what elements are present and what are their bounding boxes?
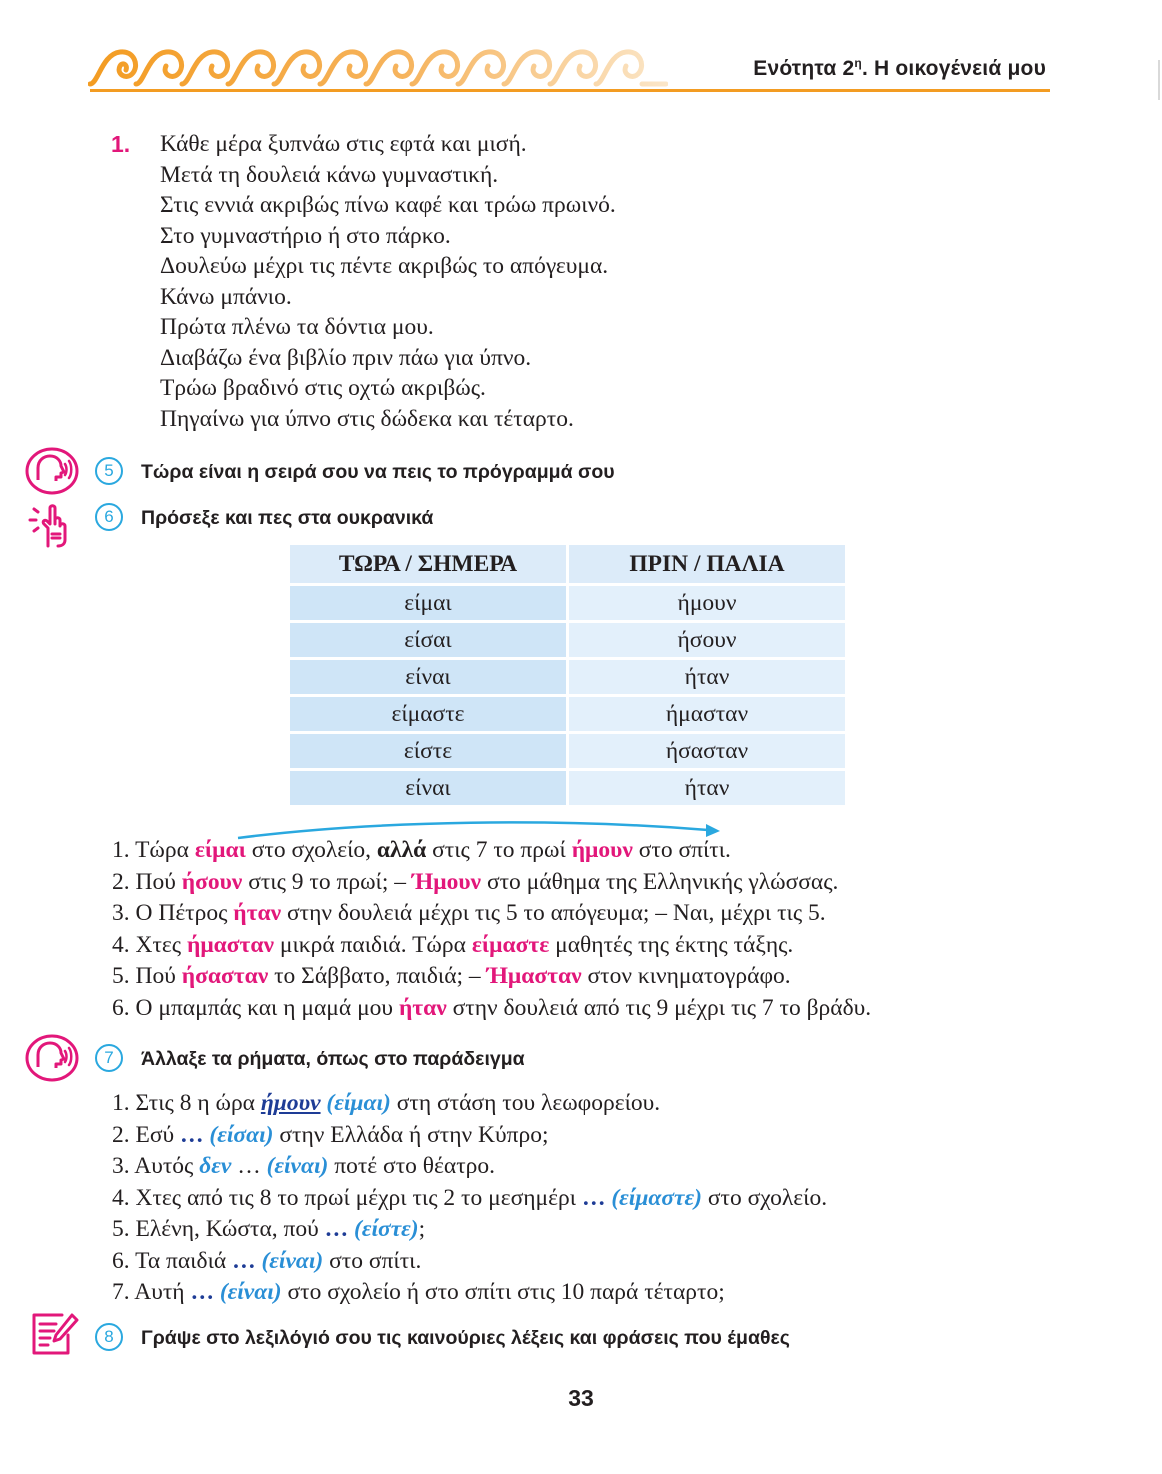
- sentence-text: στο σπίτι.: [323, 1247, 422, 1274]
- table-row: [290, 694, 845, 731]
- sentence-text: στη στάση του λεωφορείου.: [390, 1090, 661, 1116]
- past-form: ήταν: [569, 657, 845, 694]
- sentence-text: Αυτός: [134, 1153, 200, 1179]
- item-number: 5.: [112, 963, 136, 989]
- exercise-7-item: [112, 1120, 827, 1152]
- sentence-text: στις 9 το πρωί; –: [242, 868, 412, 895]
- past-form: ήσασταν: [569, 731, 845, 768]
- highlighted-word: Ήμασταν: [486, 963, 582, 989]
- highlighted-word: (είστε): [354, 1216, 419, 1242]
- schedule-line: Στο γυμναστήριο ή στο πάρκο.: [160, 222, 451, 249]
- highlighted-word: (είμαστε): [611, 1184, 702, 1211]
- sentence-text: στο σχολείο.: [701, 1184, 828, 1211]
- past-form: ήμουν: [569, 583, 845, 620]
- table-row: [290, 583, 845, 620]
- sentence-text: στην δουλειά μέχρι τις 5 το απόγευμα; – Ναι, μέχρι τις 5.: [281, 900, 826, 926]
- present-form: είμαστε: [290, 694, 569, 731]
- examples-list: [112, 835, 871, 1024]
- highlighted-word: …: [180, 1121, 204, 1148]
- table-header-before: ΠΡΙΝ / ΠΑΛΙΑ: [569, 545, 845, 583]
- item-number: 4.: [112, 1184, 136, 1211]
- schedule-line: Πρώτα πλένω τα δόντια μου.: [160, 314, 434, 340]
- item-number: 5.: [112, 1216, 136, 1242]
- speaking-icon: [24, 446, 80, 496]
- exercise-8-number: 8: [95, 1323, 123, 1351]
- highlighted-word: ήσασταν: [181, 963, 269, 989]
- attention-hand-icon: [26, 500, 76, 550]
- speaking-icon: [24, 1033, 80, 1083]
- exercise-5-number: 5: [95, 457, 123, 485]
- sentence-text: στο σχολείο,: [245, 837, 377, 863]
- page-number: 33: [568, 1385, 594, 1411]
- highlighted-word: ήταν: [398, 994, 447, 1021]
- item-number: 4.: [112, 931, 136, 958]
- item-number: 2.: [112, 1121, 136, 1148]
- writing-icon: [28, 1309, 80, 1357]
- highlighted-word: …: [324, 1216, 349, 1242]
- sentence-text: στο μάθημα της Ελληνικής γλώσσας.: [481, 868, 839, 895]
- exercise-5-title: Τώρα είναι η σειρά σου να πεις το πρόγραμμά σου: [141, 461, 615, 483]
- item-number: 1.: [112, 1090, 136, 1116]
- sentence-text: Στις 8 η ώρα: [135, 1090, 261, 1116]
- present-form: είναι: [290, 768, 569, 805]
- exercise-7-item: [112, 1277, 827, 1309]
- past-form: ήταν: [569, 768, 845, 805]
- exercise-7-title: Άλλαξε τα ρήματα, όπως στο παράδειγμα: [141, 1048, 525, 1070]
- page-edge-mark: [1158, 60, 1160, 100]
- highlighted-word: (είμαι): [326, 1090, 391, 1116]
- highlighted-word: ήσουν: [181, 868, 243, 895]
- item-number: 3.: [112, 900, 136, 926]
- highlighted-word: ήμουν: [260, 1090, 321, 1116]
- schedule-line: Στις εννιά ακριβώς πίνω καφέ και τρώω πρωινό.: [160, 192, 616, 218]
- highlighted-word: …: [581, 1184, 606, 1211]
- schedule-text: [160, 129, 616, 434]
- sentence-text: ;: [418, 1216, 426, 1242]
- table-row: [290, 731, 845, 768]
- sentence-text: Ο Πέτρος: [135, 900, 234, 926]
- sentence-text: Χτες: [135, 931, 187, 958]
- highlighted-word: Ήμουν: [411, 868, 482, 895]
- table-header-now: ΤΩΡΑ / ΣΗΜΕΡΑ: [290, 545, 569, 583]
- exercise-8-title: Γράψε στο λεξιλόγιό σου τις καινούριες λέξεις και φράσεις που έμαθες: [141, 1327, 790, 1349]
- greek-wave-ornament: [88, 44, 668, 90]
- schedule-line: Κάθε μέρα ξυπνάω στις εφτά και μισή.: [160, 131, 527, 157]
- example-sentence: [112, 898, 871, 930]
- example-sentence: [112, 930, 871, 962]
- highlighted-word: είμαι: [194, 837, 246, 863]
- sentence-text: Πού: [135, 868, 182, 895]
- highlighted-word: (είναι): [266, 1153, 329, 1179]
- exercise-7-item: [112, 1183, 827, 1215]
- example-sentence: [112, 993, 871, 1025]
- sentence-text: το Σάββατο, παιδιά; –: [268, 963, 487, 989]
- sentence-text: Τα παιδιά: [135, 1247, 233, 1274]
- exercise-6-number: 6: [95, 503, 123, 531]
- sentence-text: Ελένη, Κώστα, πού: [135, 1216, 325, 1242]
- sentence-text: Ο μπαμπάς και η μαμά μου: [135, 994, 399, 1021]
- sentence-text: ποτέ στο θέατρο.: [328, 1153, 495, 1179]
- highlighted-word: …: [232, 1247, 256, 1274]
- schedule-line: Διαβάζω ένα βιβλίο πριν πάω για ύπνο.: [160, 344, 532, 371]
- example-sentence: [112, 835, 871, 867]
- highlighted-word: (είναι): [219, 1279, 282, 1305]
- sentence-text: Αυτή: [134, 1279, 191, 1305]
- present-form: είναι: [290, 657, 569, 694]
- sentence-text: Τώρα: [135, 837, 195, 863]
- sentence-text: μαθητές της έκτης τάξης.: [549, 931, 794, 958]
- item-number: 6.: [112, 994, 136, 1021]
- header-rule: [90, 89, 1050, 92]
- highlighted-word: …: [190, 1279, 214, 1305]
- schedule-line: Πηγαίνω για ύπνο στις δώδεκα και τέταρτο.: [160, 405, 574, 432]
- exercise-7-item: [112, 1246, 827, 1278]
- sentence-text: μικρά παιδιά. Τώρα: [273, 931, 472, 958]
- unit-title: Ενότητα $2^\eta$. Η οικογένειά μου: [753, 56, 1046, 80]
- table-row: [290, 657, 845, 694]
- present-form: είσαι: [290, 620, 569, 657]
- schedule-line: Κάνω μπάνιο.: [160, 283, 292, 310]
- item-number: 6.: [112, 1247, 136, 1274]
- item-number: 3.: [112, 1153, 135, 1179]
- sentence-text: στο σχολείο ή στο σπίτι στις 10 παρά τέταρτο;: [281, 1279, 725, 1305]
- item-number: 2.: [112, 868, 136, 895]
- past-form: ήμασταν: [569, 694, 845, 731]
- exercise-7-list: [112, 1088, 827, 1309]
- table-row: [290, 620, 845, 657]
- schedule-line: Μετά τη δουλειά κάνω γυμναστική.: [160, 161, 499, 188]
- highlighted-word: αλλά: [376, 837, 427, 863]
- sentence-text: στην δουλειά από τις 9 μέχρι τις 7 το βράδυ.: [446, 994, 872, 1021]
- table-row: [290, 768, 845, 805]
- highlighted-word: είμαστε: [471, 931, 550, 958]
- exercise-7-item: [112, 1214, 827, 1246]
- highlighted-word: (είσαι): [209, 1121, 274, 1148]
- sentence-text: Πού: [135, 963, 182, 989]
- exercise-7-item: [112, 1088, 827, 1120]
- example-sentence: [112, 867, 871, 899]
- highlighted-word: ήταν: [233, 900, 282, 926]
- verb-conjugation-table: [290, 545, 845, 805]
- highlighted-word: ήμασταν: [186, 931, 274, 958]
- item-number: 1.: [112, 837, 136, 863]
- sentence-text: στο σπίτι.: [632, 837, 731, 863]
- highlighted-word: δεν: [199, 1153, 232, 1179]
- sentence-text: στην Ελλάδα ή στην Κύπρο;: [273, 1121, 549, 1148]
- past-form: ήσουν: [569, 620, 845, 657]
- exercise-6-title: Πρόσεξε και πες στα ουκρανικά: [141, 507, 434, 529]
- sentence-text: Εσύ: [135, 1121, 181, 1148]
- sentence-text: στον κινηματογράφο.: [581, 963, 791, 989]
- sentence-text: Χτες από τις 8 το πρωί μέχρι τις 2 το μεσημέρι: [135, 1184, 582, 1211]
- exercise-7-item: [112, 1151, 827, 1183]
- present-form: είστε: [290, 731, 569, 768]
- highlighted-word: (είναι): [261, 1247, 324, 1274]
- exercise-7-number: 7: [95, 1044, 123, 1072]
- schedule-line: Δουλεύω μέχρι τις πέντε ακριβώς το απόγευμα.: [160, 253, 609, 279]
- sentence-text: στις 7 το πρωί: [426, 837, 572, 863]
- highlighted-word: ήμουν: [571, 837, 633, 863]
- item-number: 7.: [112, 1279, 135, 1305]
- present-form: είμαι: [290, 583, 569, 620]
- schedule-number: 1.: [111, 131, 131, 157]
- schedule-line: Τρώω βραδινό στις οχτώ ακριβώς.: [160, 375, 486, 401]
- example-sentence: [112, 961, 871, 993]
- sentence-text: …: [231, 1153, 267, 1179]
